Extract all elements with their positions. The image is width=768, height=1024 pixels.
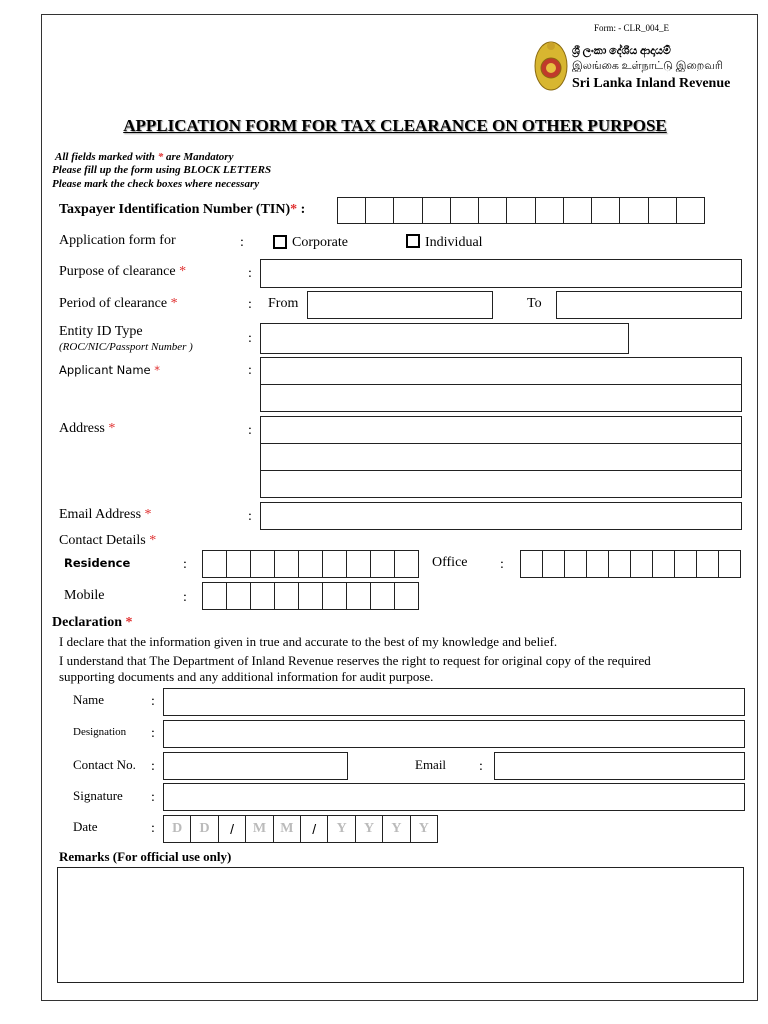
mobile-phone-input[interactable] [202,582,419,610]
digit-cell[interactable] [507,198,535,223]
digit-cell[interactable] [653,551,675,577]
digit-cell[interactable] [675,551,697,577]
email-input[interactable] [260,502,742,530]
decl-email-label: Email [415,757,447,772]
date-cell[interactable]: / [301,816,328,842]
digit-cell[interactable] [677,198,704,223]
colon: : [240,235,244,250]
period-label [59,296,178,312]
digit-cell[interactable] [719,551,740,577]
date-cell[interactable]: Y [418,821,429,836]
digit-cell[interactable] [423,198,451,223]
colon: : [300,202,306,217]
decl-email-input[interactable] [494,752,745,780]
date-cell[interactable]: M [246,816,273,842]
digit-cell[interactable] [536,198,564,223]
decl-name-input[interactable] [163,688,745,716]
corporate-label: Corporate [292,235,348,250]
digit-cell[interactable] [347,583,371,609]
text: Period of clearance [59,296,168,311]
colon: : [151,790,155,805]
declaration-text-2: I understand that The Department of Inland Revenue reserves the right to request for original copy of the required [59,653,651,668]
digit-cell[interactable] [592,198,620,223]
tin-input[interactable] [337,197,705,224]
text: Purpose of clearance [59,264,176,279]
mobile-label: Mobile [64,588,105,603]
instruction-block-letters: Please fill up the form using BLOCK LETTERS [52,164,272,176]
digit-cell[interactable] [649,198,677,223]
colon: : [151,694,155,709]
digit-cell[interactable] [609,551,631,577]
digit-cell[interactable] [203,551,227,577]
residence-label: Residence [64,556,131,570]
date-cell[interactable]: Y [328,816,355,842]
purpose-label [59,264,186,280]
org-name-sinhala: ශ්‍රී ලංකා දේශීය ආදායම් [572,45,671,57]
digit-cell[interactable] [587,551,609,577]
applicant-name-input-2[interactable] [260,384,742,412]
text: All fields marked with [55,151,158,163]
required-star: * [154,363,161,377]
date-cell[interactable]: D [191,816,218,842]
colon: : [151,821,155,836]
date-cell[interactable]: / [219,816,246,842]
digit-cell[interactable] [347,551,371,577]
text: Email Address [59,507,142,522]
colon: : [248,266,252,281]
applicant-label [59,363,160,377]
colon: : [151,726,155,741]
required-star: * [149,533,157,548]
contact-no-input[interactable] [163,752,348,780]
required-star: * [290,202,298,217]
form-title: APPLICATION FORM FOR TAX CLEARANCE ON OTHER PURPOSE [123,116,667,135]
address-input-3[interactable] [260,470,742,498]
corporate-checkbox[interactable] [273,235,287,249]
required-star: * [144,507,152,522]
required-star: * [125,615,133,630]
digit-cell[interactable] [521,551,543,577]
period-to-input[interactable] [556,291,742,319]
required-star: * [179,264,187,279]
digit-cell[interactable] [203,583,227,609]
text: Contact Details [59,533,146,548]
digit-cell[interactable] [251,551,275,577]
required-star: * [108,421,116,436]
text: Declaration [52,615,122,630]
text: Applicant Name [59,363,151,377]
digit-cell[interactable] [371,583,395,609]
app-for-label: Application form for [59,233,176,248]
colon: : [248,331,252,346]
digit-cell[interactable] [451,198,479,223]
designation-label: Designation [73,726,127,738]
colon: : [183,557,187,572]
text: Address [59,421,105,436]
purpose-input[interactable] [260,259,742,288]
colon: : [248,509,252,524]
digit-cell[interactable] [543,551,565,577]
digit-cell[interactable] [395,551,418,577]
emblem-logo [533,38,569,92]
period-from-input[interactable] [307,291,493,319]
entity-label: Entity ID Type [59,324,143,339]
instruction-checkboxes: Please mark the check boxes where necessary [52,178,260,190]
digit-cell[interactable] [299,583,323,609]
digit-cell[interactable] [227,551,251,577]
colon: : [248,363,252,378]
colon: : [479,759,483,774]
office-phone-input[interactable] [520,550,741,578]
required-star: * [170,296,178,311]
contact-label [59,533,156,549]
colon: : [248,297,252,312]
email-label [59,507,152,523]
to-label: To [527,296,542,311]
digit-cell[interactable] [564,198,592,223]
digit-cell[interactable] [275,551,299,577]
tin-label [59,202,305,218]
declaration-text-3: supporting documents and any additional information for audit purpose. [59,669,434,684]
colon: : [248,423,252,438]
text: are Mandatory [163,151,234,163]
entity-id-input[interactable] [260,323,629,354]
digit-cell[interactable] [227,583,251,609]
digit-cell[interactable] [275,583,299,609]
colon: : [500,557,504,572]
digit-cell[interactable] [395,583,418,609]
address-input-1[interactable] [260,416,742,444]
required-star: * [157,151,164,163]
designation-input[interactable] [163,720,745,748]
residence-phone-input[interactable] [202,550,419,578]
colon: : [151,759,155,774]
date-cell[interactable]: D [164,816,191,842]
digit-cell[interactable] [620,198,648,223]
org-name-english: Sri Lanka Inland Revenue [572,76,731,91]
digit-cell[interactable] [338,198,366,223]
digit-cell[interactable] [631,551,653,577]
colon: : [183,590,187,605]
contact-no-label: Contact No. [73,757,136,772]
digit-cell[interactable] [371,551,395,577]
signature-label: Signature [73,788,123,803]
instruction-mandatory [55,151,233,163]
date-label: Date [73,819,98,834]
individual-label: Individual [425,235,483,250]
declaration-heading [52,615,132,631]
digit-cell[interactable] [394,198,422,223]
digit-cell[interactable] [251,583,275,609]
digit-cell[interactable] [299,551,323,577]
office-label: Office [432,555,468,570]
applicant-name-input-1[interactable] [260,357,742,385]
digit-cell[interactable] [366,198,394,223]
digit-cell[interactable] [479,198,507,223]
date-cell[interactable]: Y [356,816,383,842]
date-cell[interactable]: M [274,816,301,842]
from-label: From [268,296,299,311]
remarks-box [57,867,744,983]
date-cell[interactable]: Y [383,816,410,842]
org-name-tamil: இலங்கை உள்நாட்டு இறைவரி [572,60,723,72]
decl-name-label: Name [73,692,105,707]
digit-cell[interactable] [323,583,347,609]
digit-cell[interactable] [697,551,719,577]
individual-checkbox[interactable] [406,234,420,248]
remarks-label: Remarks (For official use only) [59,849,232,864]
address-label [59,421,115,437]
text: Taxpayer Identification Number (TIN) [59,202,291,217]
form-code: Form: - CLR_004_E [594,23,670,33]
declaration-text-1: I declare that the information given in true and accurate to the best of my knowledge and belief. [59,634,558,649]
signature-input[interactable] [163,783,745,811]
digit-cell[interactable] [323,551,347,577]
address-input-2[interactable] [260,443,742,471]
entity-sub-label: (ROC/NIC/Passport Number ) [59,341,193,353]
date-input[interactable] [163,815,438,843]
digit-cell[interactable] [565,551,587,577]
